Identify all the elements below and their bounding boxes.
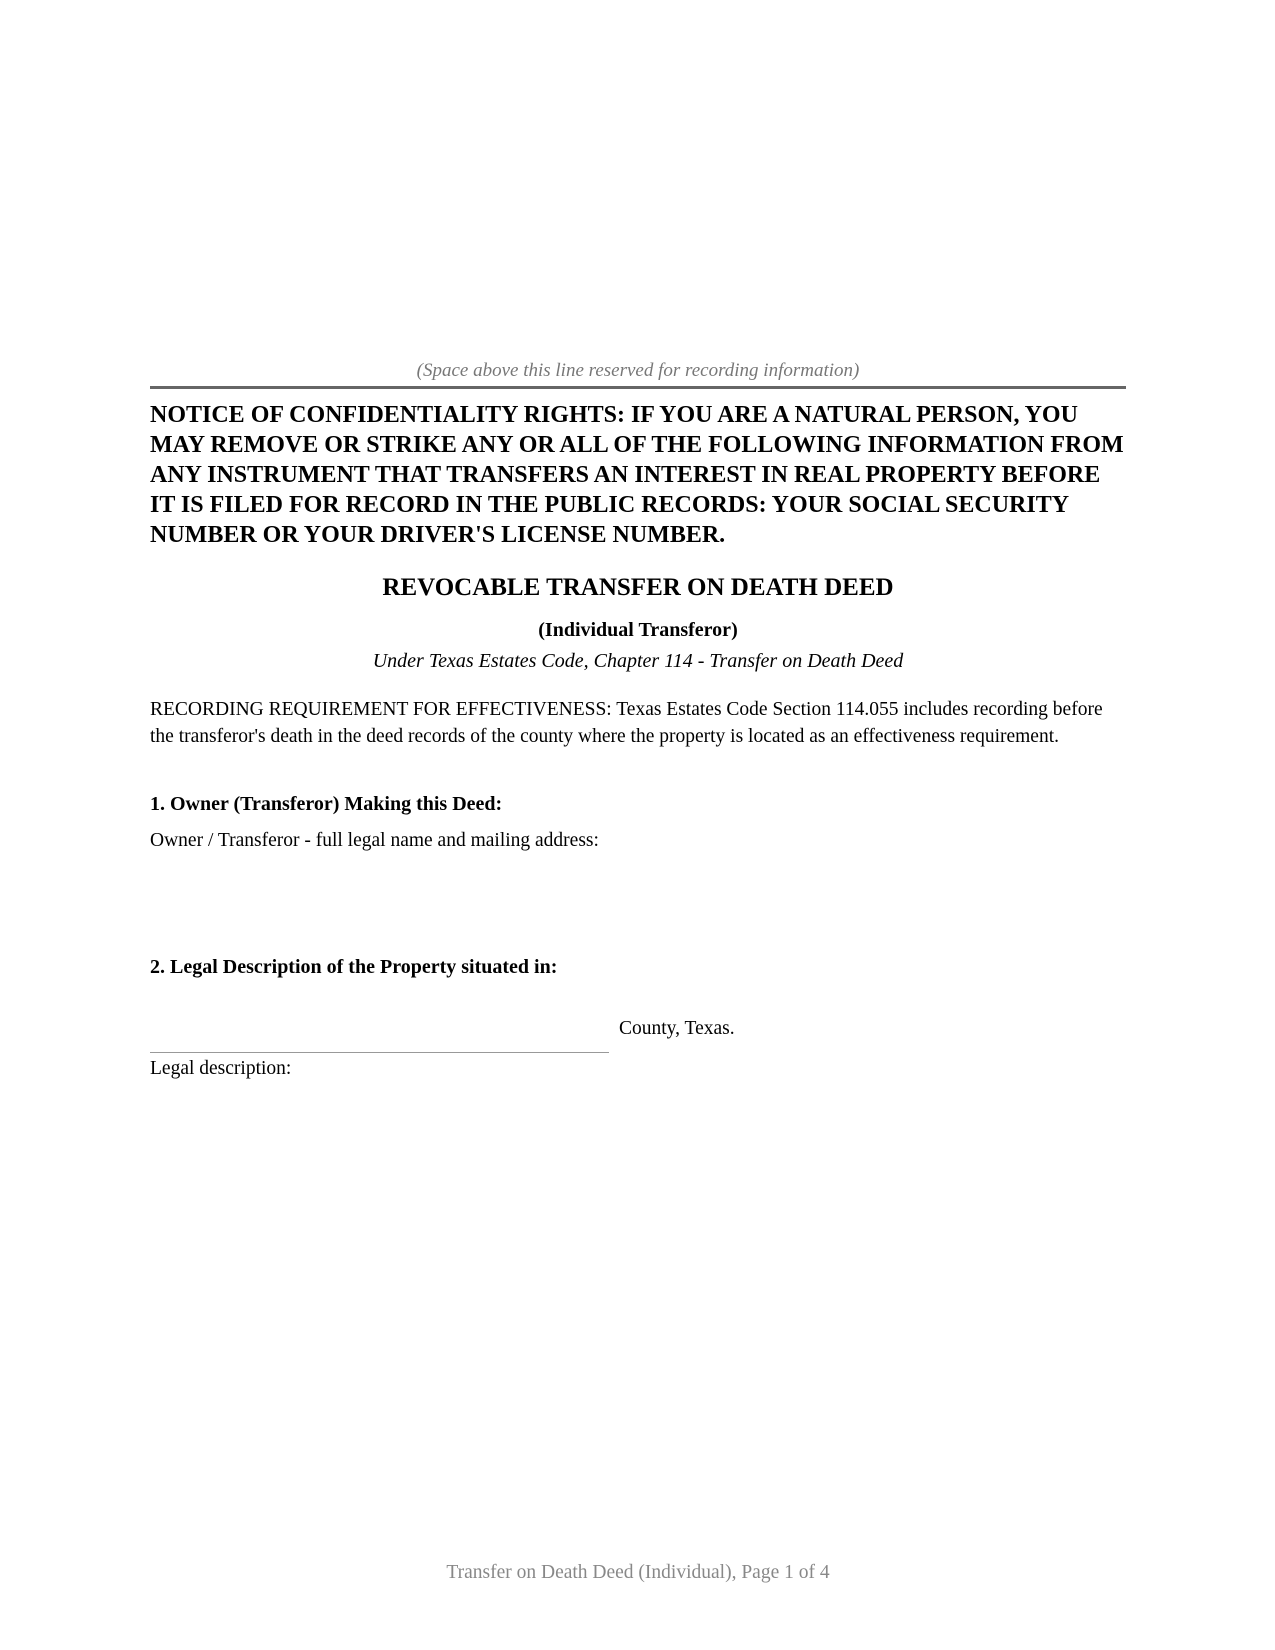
legal-description-label: Legal description: (150, 1058, 292, 1079)
recording-requirement: RECORDING REQUIREMENT FOR EFFECTIVENESS: Texas Estates Code Section 114.055 includes recording before the transferor's death in the deed records of the county where the property is located as an effectiveness requirement. (150, 699, 1103, 747)
statute-reference: Under Texas Estates Code, Chapter 114 - Transfer on Death Deed (372, 650, 904, 672)
recording-space-note: (Space above this line reserved for recording information) (416, 360, 860, 381)
document-subtitle: (Individual Transferor) (538, 619, 738, 641)
section-1-heading: 1. Owner (Transferor) Making this Deed: (150, 793, 503, 815)
confidentiality-notice: NOTICE OF CONFIDENTIALITY RIGHTS: IF YOU ARE A NATURAL PERSON, YOU MAY REMOVE OR STRIKE ANY OR ALL OF THE FOLLOWING INFORMATION FROM ANY INSTRUMENT THAT TRANSFERS AN INTEREST IN REAL PROPERTY BEFORE IT IS FILED FOR RECORD IN THE PUBLIC RECORDS: YOUR SOCIAL SECURITY NUMBER OR YOUR DRIVER'S LICENSE NUMBER. (150, 402, 1124, 548)
county-blank-line[interactable] (150, 1052, 609, 1053)
recording-divider (150, 386, 1126, 389)
owner-field-label: Owner / Transferor - full legal name and mailing address: (150, 830, 599, 851)
page-footer: Transfer on Death Deed (Individual), Page 1 of 4 (446, 1562, 830, 1583)
section-2-heading: 2. Legal Description of the Property situated in: (150, 956, 558, 978)
county-suffix-text: County, Texas. (619, 1018, 735, 1039)
document-title: REVOCABLE TRANSFER ON DEATH DEED (382, 574, 894, 601)
document-page (150, 0, 1126, 1650)
